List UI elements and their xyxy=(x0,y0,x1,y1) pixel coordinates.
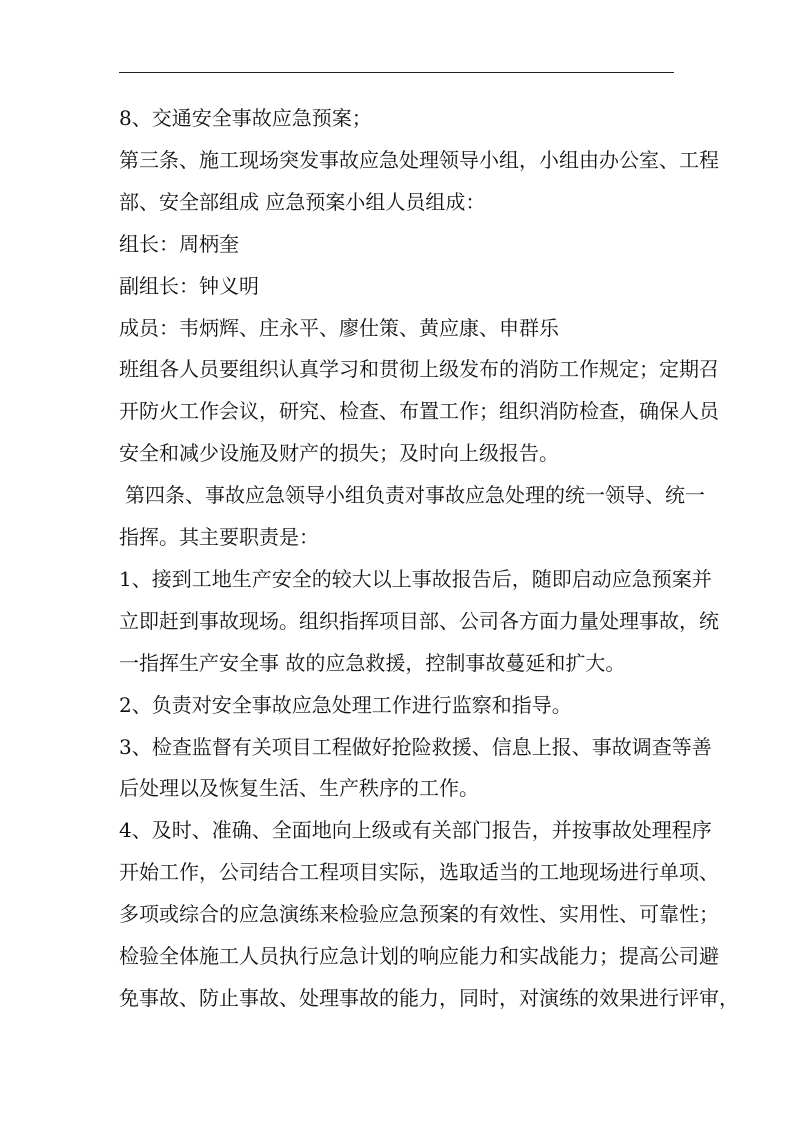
text-line: 第四条、事故应急领导小组负责对事故应急处理的统一领导、统一 xyxy=(125,483,705,508)
text-line: 安全和减少设施及财产的损失；及时向上级报告。 xyxy=(119,441,559,466)
text-line: 免事故、防止事故、处理事故的能力，同时，对演练的效果进行评审， xyxy=(119,985,739,1010)
text-line: 组长：周柄奎 xyxy=(119,231,239,256)
text-line: 2、负责对安全事故应急处理工作进行监察和指导。 xyxy=(119,692,572,717)
text-line: 副组长：钟义明 xyxy=(119,273,259,298)
text-line: 多项或综合的应急演练来检验应急预案的有效性、实用性、可靠性； xyxy=(119,902,719,927)
text-line: 指挥。其主要职责是： xyxy=(119,525,319,549)
text-line: 后处理以及恢复生活、生产秩序的工作。 xyxy=(119,776,479,801)
text-line: 开防火工作会议，研究、检查、布置工作；组织消防检查，确保人员 xyxy=(119,399,719,424)
text-line: 开始工作，公司结合工程项目实际，选取适当的工地现场进行单项、 xyxy=(119,860,719,885)
text-line: 部、安全部组成 应急预案小组人员组成： xyxy=(119,189,486,214)
text-line: 一指挥生产安全事 故的应急救援，控制事故蔓延和扩大。 xyxy=(119,650,626,675)
text-line: 1、接到工地生产安全的较大以上事故报告后，随即启动应急预案并 xyxy=(119,566,712,591)
text-line: 第三条、施工现场突发事故应急处理领导小组，小组由办公室、工程 xyxy=(119,147,719,172)
text-line: 8、交通安全事故应急预案； xyxy=(119,106,372,130)
text-line: 3、检查监督有关项目工程做好抢险救援、信息上报、事故调查等善 xyxy=(119,734,712,759)
header-rule xyxy=(119,72,674,73)
text-line: 检验全体施工人员执行应急计划的响应能力和实战能力；提高公司避 xyxy=(119,944,719,968)
text-line: 班组各人员要组织认真学习和贯彻上级发布的消防工作规定；定期召 xyxy=(119,357,719,382)
text-line: 4、及时、准确、全面地向上级或有关部门报告，并按事故处理程序 xyxy=(119,818,712,843)
text-line: 成员：韦炳辉、庄永平、廖仕策、黄应康、申群乐 xyxy=(119,315,559,340)
text-line: 立即赶到事故现场。组织指挥项目部、公司各方面力量处理事故，统 xyxy=(119,608,719,633)
